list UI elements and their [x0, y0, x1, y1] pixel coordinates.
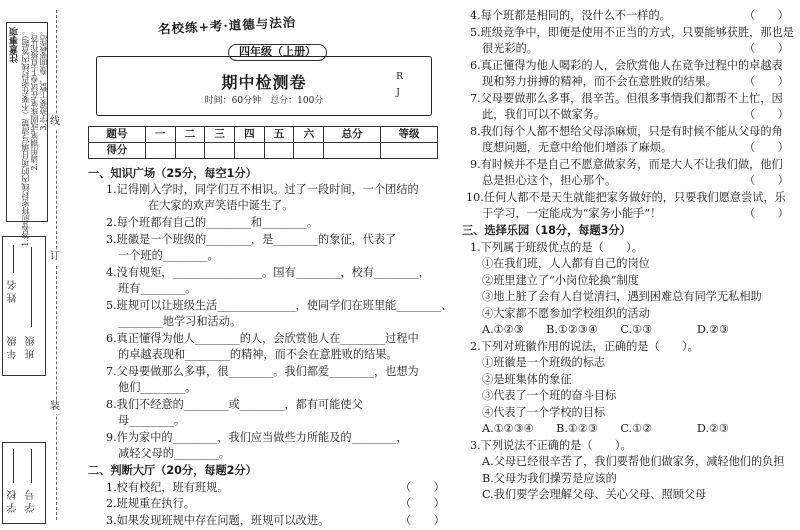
brand-title: 名校练+考·道德与法治	[157, 14, 297, 37]
answer-parenthesis[interactable]: （ ）	[744, 174, 789, 187]
question-line: ①在我们班，人人都有自己的岗位	[482, 257, 650, 270]
notice-line-1: 1.答卷前将密封线内的项目填写清楚（不要在密封线内答题）。	[21, 27, 30, 247]
notice-line-2: 2.请用钢笔或圆珠笔在试卷上直接作答。	[30, 27, 39, 171]
score-cell[interactable]	[324, 143, 381, 159]
notice-box	[6, 22, 48, 247]
question-line: 2.班规重在执行。	[106, 497, 195, 510]
question-line: 现和努力拼搏的精神，而不会在意胜败的结果。	[482, 75, 717, 88]
question-line: 度想问题，无意中给他们增添了麻烦。	[482, 141, 673, 154]
section-heading: 一、知识广场（25分，每空1分）	[88, 167, 257, 180]
question-line: 3.下列说法不正确的是（ ）。	[470, 439, 632, 452]
question-line: 9.作为家中的________，我们应当做些力所能及的________，	[106, 431, 408, 444]
grade-badge: 四年级（上册）	[228, 44, 327, 61]
score-cell[interactable]	[235, 143, 265, 159]
binding-char-ding: 订	[50, 251, 60, 262]
binding-char-xian: 线	[50, 116, 60, 127]
question-line: 5.班级竞争中，即便是使用不正当的方式，只要能够获胜，那也是	[470, 26, 794, 39]
question-line: ④代表了一个学校的目标	[482, 406, 606, 419]
title-box	[96, 56, 432, 116]
question-line: ④大家都不愿参加学校组织的活动	[482, 307, 650, 320]
score-header-cell: 二	[175, 127, 205, 143]
answer-parenthesis[interactable]: （ ）	[744, 207, 789, 220]
binding-line	[56, 10, 57, 520]
field-label-id: 学号	[26, 487, 37, 513]
question-line: 此，我们可以不做家务。	[482, 108, 606, 121]
rj-mark-r: R	[396, 72, 403, 82]
question-line: 4.每个班都是相同的，没什么不一样的。	[470, 9, 671, 22]
question-line: 于学习，一定能成为“家务小能手”！	[482, 207, 662, 220]
field-line-id[interactable]	[31, 449, 32, 483]
notice-line-3: 3.字迹要工整，卷面要整洁。	[39, 27, 48, 131]
field-line-school[interactable]	[13, 449, 14, 483]
question-line: 1.下列属于班级优点的是（ ）。	[470, 241, 643, 254]
question-line: 10.任何人都不是天生就能把家务做好的，只要我们愿意尝试，乐	[466, 191, 786, 204]
question-line: 5.班规可以让班级生活______________，使同学们在班里能________、	[106, 299, 453, 312]
score-cell[interactable]	[294, 143, 324, 159]
question-line: A.父母已经很辛苦了，我们要帮他们做家务，减轻他们的负担	[482, 455, 785, 468]
question-line: A.①②③④ B.①②③ C.①② D.②③	[482, 422, 730, 435]
question-line: 母________。	[118, 414, 186, 427]
exam-meta: 时间：60分钟 总分：100分	[204, 96, 324, 106]
score-header-cell: 三	[205, 127, 235, 143]
score-header-cell: 五	[264, 127, 294, 143]
class-info-box	[2, 236, 46, 376]
score-cell[interactable]	[175, 143, 205, 159]
score-table	[88, 126, 438, 159]
question-line: 2.下列对班徽作用的说法，正确的是（ ）。	[470, 340, 699, 353]
score-header-cell: 题号	[89, 127, 146, 143]
question-line: 1.记得刚入学时，同学们互不相识。过了一段时间，一个团结的	[106, 183, 419, 196]
question-line: B.父母为我们操劳是应该的	[482, 472, 617, 485]
score-cell[interactable]	[264, 143, 294, 159]
score-header-cell: 一	[145, 127, 175, 143]
question-line: 2.每个班都有自己的________和________。	[106, 216, 319, 229]
field-line-name[interactable]	[13, 245, 14, 273]
question-line: 6.真正懂得为他人________的人，会欣赏他人在________过程中	[106, 332, 419, 345]
field-label-class: 班级	[26, 333, 37, 359]
question-line: 8.我们不经意的________或________，都有可能使父	[106, 398, 363, 411]
notice-label: 注意事项	[10, 27, 20, 63]
score-cell[interactable]	[381, 143, 438, 159]
answer-parenthesis[interactable]: （ ）	[400, 514, 445, 527]
binding-char-zhuang: 装	[50, 401, 60, 412]
school-info-box	[2, 442, 46, 524]
question-line: 总是担心这个，担心那个。	[482, 174, 617, 187]
question-line: C.我们要学会理解父母、关心父母、照顾父母	[482, 488, 707, 501]
section-heading: 三、选择乐园（18分，每题3分）	[462, 224, 631, 237]
answer-parenthesis[interactable]: （ ）	[400, 497, 445, 510]
question-line: 在大家的欢声笑语中诞生了。	[148, 199, 294, 212]
question-line: 班有________。	[118, 282, 197, 295]
question-line: 3.班徽是一个班级的________，是________的象征，代表了	[106, 233, 397, 246]
question-line: 一个班的________。	[118, 249, 219, 262]
score-header-cell: 总分	[324, 127, 381, 143]
binding-strip	[0, 0, 72, 530]
field-line-class[interactable]	[31, 247, 32, 327]
question-line: ②班里建立了“小岗位轮换”制度	[482, 274, 639, 287]
question-line: 6.真正懂得为他人喝彩的人，会欣赏他人在竞争过程中的卓越表	[470, 59, 783, 72]
question-line: 1.校有校纪，班有班规。	[106, 481, 229, 494]
score-header-cell: 等级	[381, 127, 438, 143]
question-line: 4.没有规矩，________________。国有________，校有________，	[106, 266, 430, 279]
question-line: 他们________。	[118, 381, 197, 394]
question-line: 减轻父母的________。	[118, 447, 230, 460]
question-line: ②是班集体的象征	[482, 373, 572, 386]
rj-mark-j: J	[396, 88, 400, 99]
answer-parenthesis[interactable]: （ ）	[744, 42, 789, 55]
answer-parenthesis[interactable]: （ ）	[400, 481, 445, 494]
score-table-header-row	[89, 127, 438, 143]
question-line: ③地上脏了会有人自觉清扫，遇到困难总有同学无私相助	[482, 290, 762, 303]
exam-title: 期中检测卷	[221, 73, 307, 92]
score-cell[interactable]	[205, 143, 235, 159]
question-line: 9.有时候并不是自己不愿意做家务，而是大人不让我们做，他们	[470, 158, 783, 171]
question-line: ③代表了一个班的奋斗目标	[482, 389, 617, 402]
section-heading: 二、判断大厅（20分，每题2分）	[88, 464, 257, 477]
question-line: ________地学习和活动。	[118, 315, 242, 328]
field-label-grade: 年级	[8, 333, 19, 359]
answer-parenthesis[interactable]: （ ）	[744, 108, 789, 121]
score-cell[interactable]	[145, 143, 175, 159]
field-label-name: 姓名	[8, 277, 19, 303]
question-line: 8.我们每个人都不想给父母添麻烦，只是有时候不能从父母的角	[470, 125, 783, 138]
question-line: A.①②③ B.①②③④ C.①③ D.②③	[482, 323, 730, 336]
question-line: 很光彩的。	[482, 42, 538, 55]
answer-parenthesis[interactable]: （ ）	[744, 141, 789, 154]
question-line: 7.父母要做那么多事，很辛苦。但很多事情我们都帮不上忙，因	[470, 92, 783, 105]
score-header-cell: 六	[294, 127, 324, 143]
field-label-school: 学校	[8, 487, 19, 513]
score-row-label: 得分	[89, 143, 146, 159]
question-line: 7.父母要做那么多事，很________。我们都爱________，也想为	[106, 365, 419, 378]
question-line: 3.如果发现班规中存在问题，班规可以改进。	[106, 514, 330, 527]
score-header-cell: 四	[235, 127, 265, 143]
answer-parenthesis[interactable]: （ ）	[744, 75, 789, 88]
question-line: 的卓越表现和________的精神，而不会在意胜败的结果。	[118, 348, 398, 361]
score-table-score-row	[89, 143, 438, 159]
rj-mark	[396, 69, 403, 101]
answer-parenthesis[interactable]: （ ）	[744, 9, 789, 22]
question-line: ①班徽是一个班级的标志	[482, 356, 606, 369]
